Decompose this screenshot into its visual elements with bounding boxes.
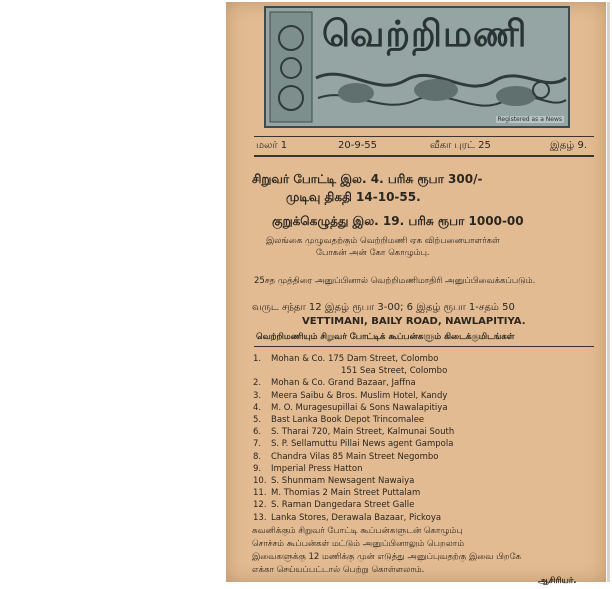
agent-number: 1. [253, 354, 262, 364]
agent-text: Lanka Stores, Derawala Bazaar, Pickoya [271, 512, 442, 523]
contest-line-1: சிறுவர் போட்டி இல. 4. பரிசு ரூபா 300/- [252, 172, 483, 186]
registered-note: Registered as a News [497, 116, 562, 123]
issue-number: இதழ் 9. [550, 140, 588, 151]
agent-text: S. Raman Dangedara Street Galle [271, 500, 415, 511]
masthead-title: வெற்றிமணி [322, 14, 528, 55]
agent-number: 6. [253, 427, 262, 438]
tamil-date: வீகா புரட் 25 [430, 140, 491, 151]
agent-number: 7. [253, 439, 262, 450]
publisher-address: VETTIMANI, BAILY ROAD, NAWLAPITIYA. [302, 316, 526, 327]
agent-number: 11. [253, 488, 267, 499]
agent-list-item [253, 415, 424, 425]
sample-copy-note: 25சத முத்திரை அனுப்பினால் வெற்றிமணிமாதிரி அனுப்பிவைக்கப்படும். [254, 276, 536, 286]
agent-number: 12. [253, 500, 267, 511]
agent-text: Meera Saibu & Bros. Muslim Hotel, Kandy [271, 390, 448, 401]
agent-text: S. P. Sellamuttu Pillai News agent Gampola [271, 439, 454, 450]
heading-rule [254, 346, 594, 347]
footer-line-2: சொச்சம் கூப்பன்கள் மட்டும் அனுப்பினாலும் பெறலாம் [252, 539, 465, 549]
agents-heading: வெற்றிமணியும் சிறுவர் போட்டிக் கூப்பன்களும் கிடைக்குமிடங்கள் [256, 332, 515, 342]
agent-list-item [253, 391, 447, 401]
distributor-line: இலங்கை முழுவதற்கும் வெற்றிமணி ஏக விற்பனையாளர்கள் [266, 236, 500, 246]
agent-number: 10. [253, 476, 267, 486]
agent-text: Imperial Press Hatton [271, 463, 363, 474]
agent-number: 13. [253, 512, 267, 523]
issue-date: 20-9-55 [338, 140, 378, 151]
subscription-rates: வருட சந்தா 12 இதழ் ரூபா 3-00; 6 இதழ் ரூபா 1-சதம் 50 [252, 302, 515, 313]
masthead-banner [264, 6, 570, 128]
agent-list-item [253, 513, 441, 523]
footer-line-3: இவைகளுக்கு 12 மணிக்கு முன் எடுத்து அனுப்புவதற்கு இவை பிறகே [252, 552, 522, 562]
agent-number: 3. [253, 390, 262, 401]
agent-list-item [253, 500, 414, 510]
agent-list-item [253, 439, 453, 449]
agent-text: M. O. Muragesupillai & Sons Nawalapitiya [271, 402, 448, 413]
crossword-prize: குறுக்கெழுத்து இல. 19. பரிசு ரூபா 1000-00 [272, 214, 524, 228]
agent-list-item [253, 354, 438, 364]
footer-line-4: எக்கா செய்யப்பட்டால் பெற்று கொள்ளலாம். [252, 565, 425, 575]
footer-line-1: சுவனிக்கும் சிறுவர் போட்டி கூப்பன்களுடன் கொழும்பு [252, 526, 463, 536]
volume-label: மலர் 1 [256, 140, 288, 151]
agent-text: M. Thomias 2 Main Street Puttalam [271, 488, 421, 499]
agent-list-item [253, 366, 447, 376]
newspaper-page [226, 2, 606, 586]
agent-text: 151 Sea Street, Colombo [341, 366, 448, 377]
agent-number: 5. [253, 415, 262, 425]
agent-list-item [253, 403, 448, 413]
agent-text: Bast Lanka Book Depot Trincomalee [271, 415, 425, 425]
agent-text: Mohan & Co. 175 Dam Street, Colombo [271, 354, 439, 364]
agent-list-item [253, 378, 416, 388]
agent-list-item [253, 476, 414, 486]
issue-info-bar [254, 136, 594, 157]
agent-list-item [253, 488, 420, 498]
agent-number: 9. [253, 463, 262, 474]
agent-text: S. Shunmam Newsagent Nawaiya [271, 476, 415, 486]
distributor-name: போகன் அன் கோ கொழும்பு. [316, 248, 430, 258]
agent-text: Chandra Vilas 85 Main Street Negombo [271, 451, 439, 462]
agent-number: 8. [253, 451, 262, 462]
agent-list-item [253, 464, 362, 474]
agent-text: Mohan & Co. Grand Bazaar, Jaffna [271, 378, 416, 389]
agent-number: 2. [253, 378, 262, 389]
agent-list-item [253, 452, 439, 462]
editor-signature: ஆசிரியர். [538, 576, 577, 586]
agent-number: 4. [253, 402, 262, 413]
contest-deadline: முடிவு திகதி 14-10-55. [286, 190, 421, 204]
agent-text: S. Tharai 720, Main Street, Kalmunai South [271, 427, 455, 438]
page-edge-shadow [607, 2, 610, 582]
agent-list-item [253, 427, 454, 437]
